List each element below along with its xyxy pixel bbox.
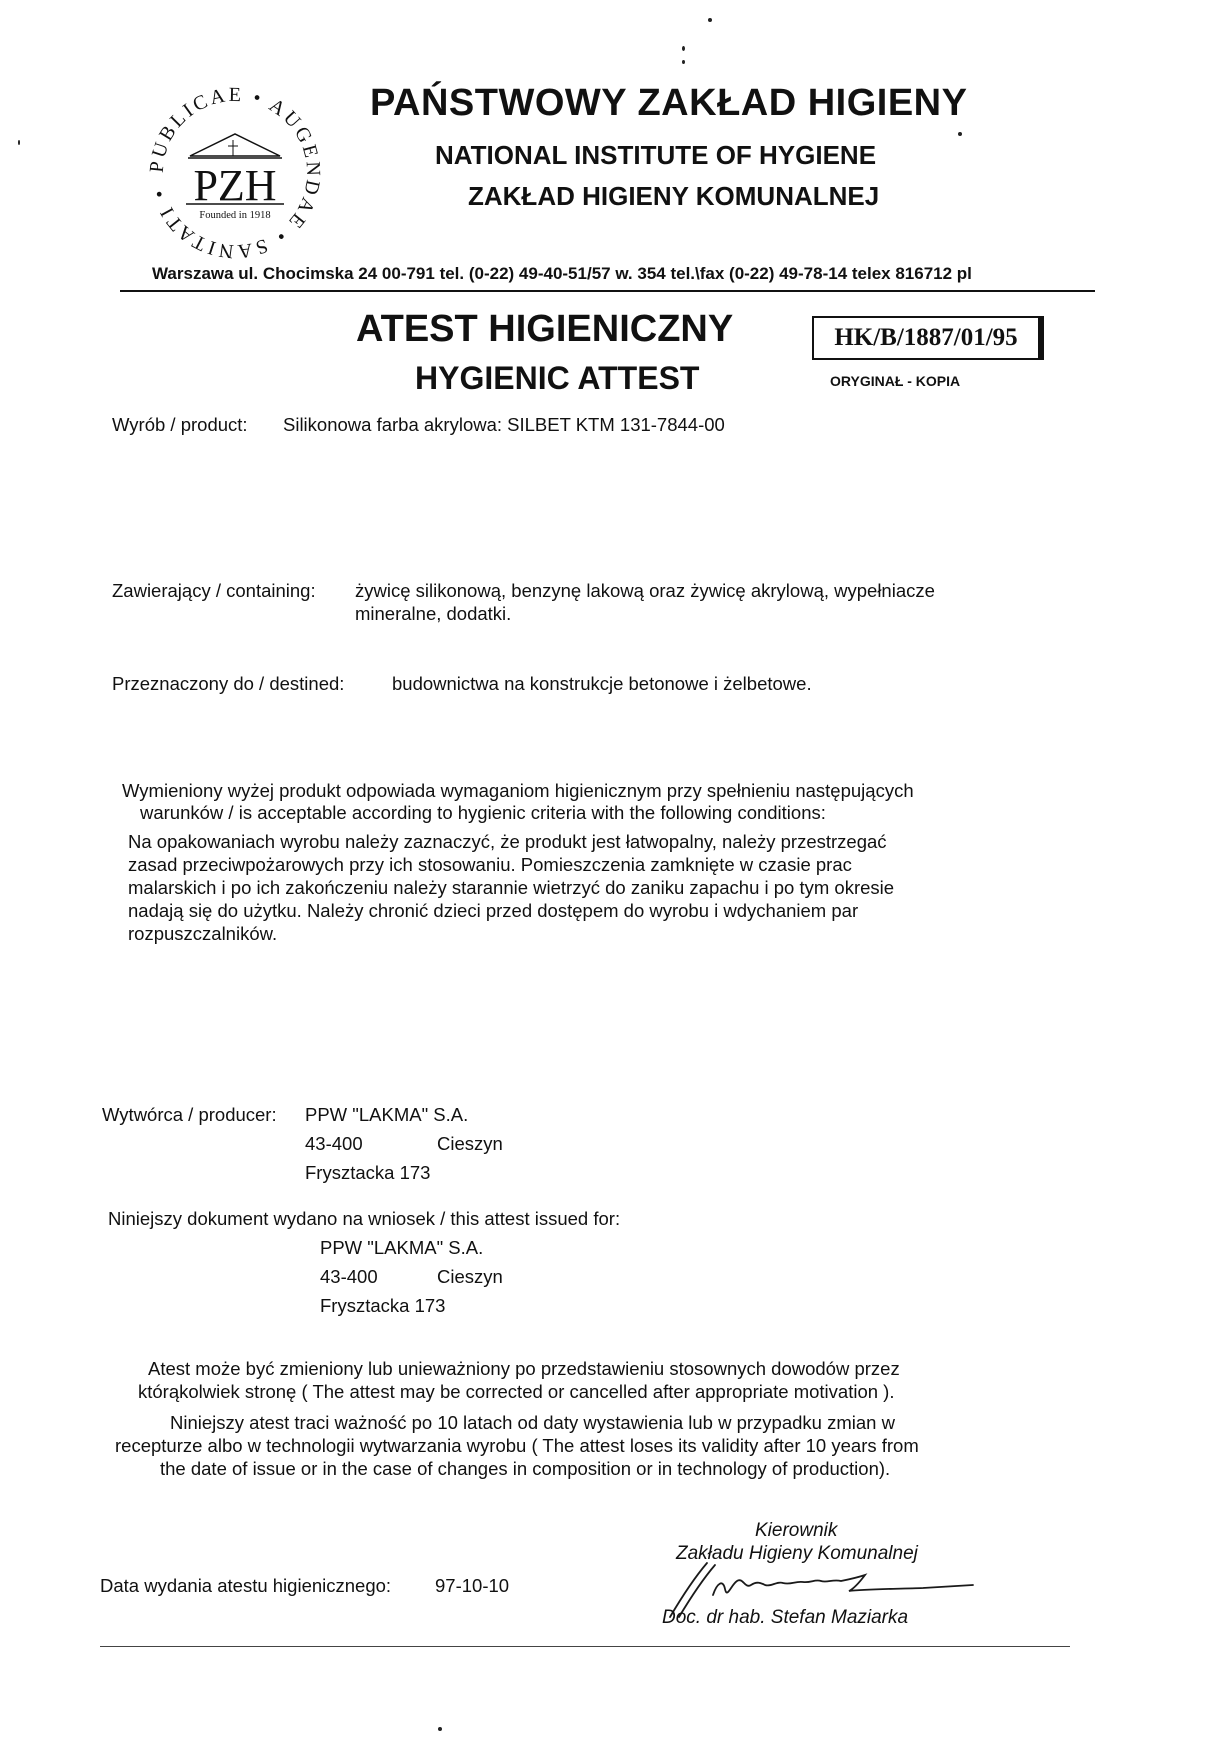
conditions-intro-line1: Wymieniony wyżej produkt odpowiada wymaganiom higienicznym przy spełnieniu następujących	[122, 780, 914, 801]
product-label: Wyrób / product:	[112, 414, 248, 435]
notes-line4: recepturze albo w technologii wytwarzania wyrobu ( The attest loses its validity after 10 years from	[115, 1435, 919, 1456]
conditions-body-line3: malarskich i po ich zakończeniu należy starannie wietrzyć do zaniku zapachu i po tym okresie	[128, 877, 895, 898]
department-name: ZAKŁAD HIGIENY KOMUNALNEJ	[468, 181, 880, 211]
producer-city: Cieszyn	[437, 1133, 503, 1154]
conditions-body-line5: rozpuszczalników.	[128, 923, 278, 944]
header-divider	[120, 290, 1095, 292]
scan-speck	[18, 140, 20, 145]
producer-postal-code: 43-400	[305, 1133, 363, 1154]
scan-speck	[438, 1727, 442, 1731]
scan-speck	[958, 132, 962, 136]
producer-street: Frysztacka 173	[305, 1162, 431, 1183]
signature-role: Kierownik	[755, 1520, 838, 1541]
pzh-seal	[140, 78, 330, 268]
conditions-body-line2: zasad przeciwpożarowych przy ich stosowaniu. Pomieszczenia zamknięte w czasie prac	[128, 854, 852, 875]
seal-ring-text: PUBLICAE • AUGENDAE • SANITATI •	[145, 83, 325, 263]
destined-label: Przeznaczony do / destined:	[112, 673, 345, 694]
notes-line5: the date of issue or in the case of changes in composition or in technology of production).	[160, 1458, 891, 1479]
notes-line2: którąkolwiek stronę ( The attest may be corrected or cancelled after appropriate motivation ).	[138, 1381, 895, 1402]
institute-title: PAŃSTWOWY ZAKŁAD HIGIENY	[370, 82, 968, 124]
seal-founded: Founded in 1918	[199, 210, 271, 221]
scan-speck	[708, 18, 712, 22]
conditions-intro-line2: warunków / is acceptable according to hygienic criteria with the following conditions:	[140, 802, 826, 823]
issue-date-value: 97-10-10	[435, 1575, 510, 1596]
seal-abbreviation: PZH	[193, 161, 277, 210]
signature-name: Doc. dr hab. Stefan Maziarka	[662, 1607, 909, 1628]
attest-title-en: HYGIENIC ATTEST	[415, 360, 700, 396]
issued-for-city: Cieszyn	[437, 1266, 503, 1287]
pzh-seal-icon	[140, 78, 330, 268]
issued-for-street: Frysztacka 173	[320, 1295, 446, 1316]
issued-for-label: Niniejszy dokument wydano na wniosek / this attest issued for:	[108, 1208, 621, 1229]
scan-speck	[682, 60, 685, 64]
attest-title-pl: ATEST HIGIENICZNY	[356, 308, 734, 350]
conditions-body-line1: Na opakowaniach wyrobu należy zaznaczyć, że produkt jest łatwopalny, należy przestrzegać	[128, 831, 887, 852]
issued-for-name: PPW "LAKMA" S.A.	[320, 1237, 484, 1258]
institute-subtitle-en: NATIONAL INSTITUTE OF HYGIENE	[435, 140, 877, 170]
scan-speck	[682, 46, 685, 51]
issued-for-postal-code: 43-400	[320, 1266, 378, 1287]
attest-reference-number: HK/B/1887/01/95	[812, 316, 1044, 360]
containing-label: Zawierający / containing:	[112, 580, 316, 601]
product-value: Silikonowa farba akrylowa: SILBET KTM 131-7844-00	[283, 414, 725, 435]
notes-line3: Niniejszy atest traci ważność po 10 latach od daty wystawienia lub w przypadku zmian w	[170, 1412, 895, 1433]
notes-line1: Atest może być zmieniony lub unieważniony po przedstawieniu stosownych dowodów przez	[148, 1358, 900, 1379]
containing-value-line2: mineralne, dodatki.	[355, 603, 512, 624]
original-copy-label: ORYGINAŁ - KOPIA	[830, 373, 961, 389]
issue-date-label: Data wydania atestu higienicznego:	[100, 1575, 392, 1596]
destined-value: budownictwa na konstrukcje betonowe i żelbetowe.	[392, 673, 812, 694]
producer-name: PPW "LAKMA" S.A.	[305, 1104, 469, 1125]
institute-address: Warszawa ul. Chocimska 24 00-791 tel. (0-22) 49-40-51/57 w. 354 tel.\fax (0-22) 49-78-14 telex 816712 pl	[152, 264, 972, 283]
conditions-body-line4: nadają się do użytku. Należy chronić dzieci przed dostępem do wyrobu i wdychaniem par	[128, 900, 859, 921]
producer-label: Wytwórca / producer:	[102, 1104, 277, 1125]
containing-value-line1: żywicę silikonową, benzynę lakową oraz żywicę akrylową, wypełniacze	[355, 580, 935, 601]
signature-department: Zakładu Higieny Komunalnej	[676, 1543, 918, 1564]
footer-divider	[100, 1646, 1070, 1647]
